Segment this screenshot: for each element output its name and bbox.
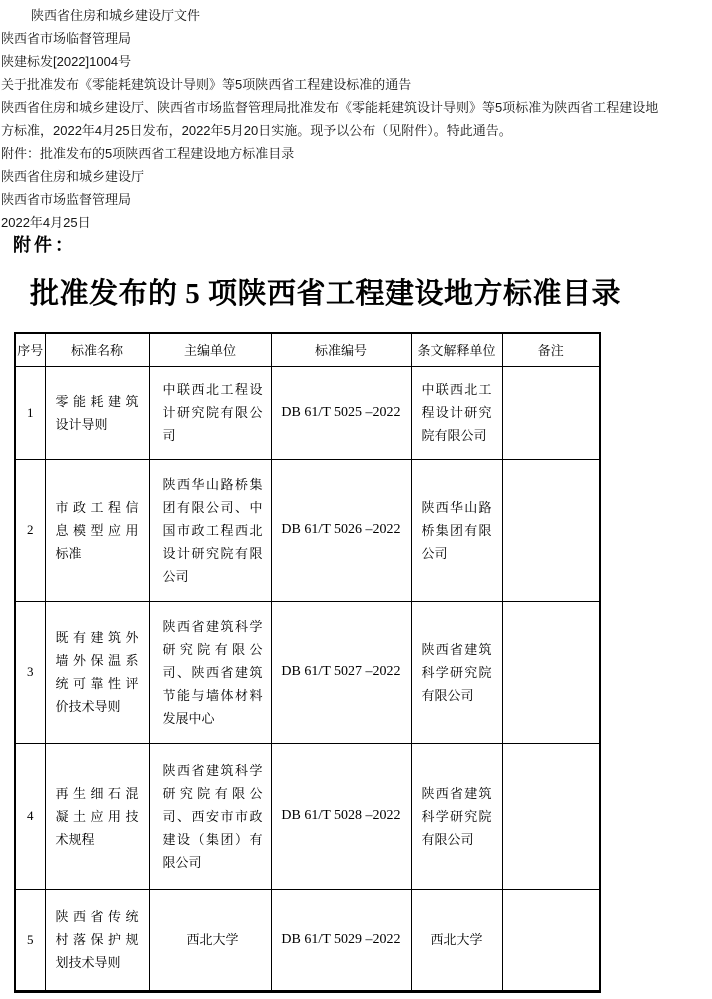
standard-code: DB 61/T 5025 –2022: [271, 366, 411, 459]
chief-editor-unit-line: 司、西安市市政: [162, 808, 263, 824]
standard-name-line: 划技术导则: [55, 955, 121, 970]
standard-name-line: 陕西省传统: [55, 909, 139, 924]
table-head: [15, 333, 600, 366]
standard-name-line: 设计导则: [55, 416, 108, 432]
standard-name-lines: [46, 390, 149, 436]
table-row: [15, 743, 600, 889]
interpretation-unit-lines: [412, 782, 502, 851]
chief-editor-unit-line: 设计研究院有限: [162, 545, 263, 561]
chief-editor-unit-line: 司: [162, 428, 176, 443]
standard-name-lines: [46, 496, 149, 565]
chief-editor-unit-line: 陕西华山路桥集: [162, 476, 263, 492]
interpretation-unit-lines: [412, 638, 502, 707]
standard-name-line: 统可靠性评: [55, 676, 139, 691]
chief-editor-unit-lines: [150, 615, 271, 730]
standard-name-line: 村落保护规: [55, 932, 139, 947]
row-number: 2: [15, 459, 45, 601]
header-line: 陕西省市场监督管理局: [1, 192, 132, 207]
interpretation-unit-line: 陕西省建筑: [421, 785, 492, 801]
table-row: [15, 366, 600, 459]
standard-name-line: 墙外保温系: [55, 653, 139, 668]
interpretation-unit: [411, 601, 502, 743]
standard-code: DB 61/T 5028 –2022: [271, 743, 411, 889]
standard-name: [45, 743, 149, 889]
standard-name-line: 既有建筑外: [55, 630, 139, 645]
chief-editor-unit-lines: [150, 473, 271, 588]
column-header: 序号: [15, 333, 45, 366]
chief-editor-unit-line: 研究院有限公: [162, 641, 263, 657]
interpretation-unit-line: 陕西省建筑: [421, 641, 492, 657]
chief-editor-unit: [149, 459, 271, 601]
column-header: 标准编号: [271, 333, 411, 366]
standards-table: [14, 332, 601, 993]
chief-editor-unit: [149, 889, 271, 991]
column-header: 备注: [502, 333, 600, 366]
interpretation-unit-line: 科学研究院: [421, 808, 492, 824]
standard-name-line: 标准: [55, 545, 82, 561]
table-row: [15, 601, 600, 743]
standard-name-line: 再生细石混: [55, 785, 139, 801]
chief-editor-unit-line: 限公司: [162, 854, 202, 870]
standard-name: [45, 601, 149, 743]
standard-name: [45, 459, 149, 601]
standard-name-lines: [46, 626, 149, 718]
interpretation-unit-line: 桥集团有限: [421, 522, 492, 538]
row-number: 5: [15, 889, 45, 991]
standard-name-line: 市政工程信: [55, 499, 139, 515]
interpretation-unit-line: 中联西北工: [421, 382, 492, 397]
chief-editor-unit-line: 研究院有限公: [162, 785, 263, 801]
row-number: 1: [15, 366, 45, 459]
attachment-heading: 附件：: [13, 235, 76, 255]
standard-name-line: 息模型应用: [55, 522, 139, 538]
interpretation-unit: [411, 743, 502, 889]
standard-name-lines: [46, 905, 149, 974]
interpretation-unit: [411, 366, 502, 459]
standard-name-line: 零能耗建筑: [55, 393, 139, 409]
header-line: 陕西省市场临督管理局: [1, 31, 132, 46]
remark: [502, 366, 600, 459]
remark: [502, 601, 600, 743]
interpretation-unit-lines: [412, 378, 502, 447]
interpretation-unit-line: 西北大学: [430, 932, 483, 947]
chief-editor-unit-line: 公司: [162, 568, 189, 584]
interpretation-unit-line: 公司: [421, 545, 448, 561]
chief-editor-unit-line: 国市政工程西北: [162, 522, 263, 538]
interpretation-unit-line: 陕西华山路: [421, 499, 492, 515]
chief-editor-unit-line: 西北大学: [186, 932, 239, 947]
header-line: 陕西省住房和城乡建设厅: [1, 169, 145, 184]
remark: [502, 743, 600, 889]
chief-editor-unit: [149, 366, 271, 459]
chief-editor-unit: [149, 601, 271, 743]
table-row: [15, 459, 600, 601]
interpretation-unit: [411, 889, 502, 991]
column-header: 主编单位: [149, 333, 271, 366]
chief-editor-unit-lines: [150, 928, 271, 951]
interpretation-unit-lines: [412, 496, 502, 565]
chief-editor-unit-line: 陕西省建筑科学: [162, 618, 263, 634]
standard-code: DB 61/T 5029 –2022: [271, 889, 411, 991]
column-header: 标准名称: [45, 333, 149, 366]
document-header: [0, 0, 712, 234]
standard-code: DB 61/T 5026 –2022: [271, 459, 411, 601]
interpretation-unit: [411, 459, 502, 601]
interpretation-unit-line: 有限公司: [421, 831, 474, 847]
interpretation-unit-line: 有限公司: [421, 687, 474, 703]
interpretation-unit-line: 程设计研究: [421, 405, 492, 420]
header-line: 方标准，2022年4月25日发布，2022年5月20日实施。现予以公布（见附件）。特此通告。: [1, 123, 512, 138]
remark: [502, 889, 600, 991]
header-line: 附件：批准发布的5项陕西省工程建设地方标准目录: [1, 146, 295, 161]
chief-editor-unit-lines: [150, 378, 271, 447]
interpretation-unit-line: 科学研究院: [421, 664, 492, 680]
standard-name-line: 价技术导则: [55, 699, 121, 714]
row-number: 3: [15, 601, 45, 743]
table-body: [15, 366, 600, 991]
table-header-row: [15, 333, 600, 366]
remark: [502, 459, 600, 601]
chief-editor-unit-line: 建设（集团）有: [162, 831, 263, 847]
header-line: 关于批准发布《零能耗建筑设计导则》等5项陕西省工程建设标准的通告: [1, 77, 412, 92]
chief-editor-unit-line: 发展中心: [162, 710, 215, 726]
chief-editor-unit: [149, 743, 271, 889]
chief-editor-unit-line: 司、陕西省建筑: [162, 664, 263, 680]
standard-name: [45, 366, 149, 459]
interpretation-unit-lines: [412, 928, 502, 951]
table-row: [15, 889, 600, 991]
standard-name: [45, 889, 149, 991]
row-number: 4: [15, 743, 45, 889]
header-line: 陕建标发[2022]1004号: [1, 54, 132, 69]
header-line: 陕西省住房和城乡建设厅、陕西省市场监督管理局批准发布《零能耗建筑设计导则》等5项标准为陕西省工程建设地: [1, 100, 659, 115]
chief-editor-unit-line: 团有限公司、中: [162, 499, 263, 515]
chief-editor-unit-lines: [150, 759, 271, 874]
chief-editor-unit-line: 节能与墙体材料: [162, 687, 263, 703]
chief-editor-unit-line: 中联西北工程设: [162, 382, 263, 397]
standard-name-lines: [46, 782, 149, 851]
header-line: 陕西省住房和城乡建设厅文件: [31, 8, 201, 23]
header-line: 2022年4月25日: [1, 215, 91, 230]
standard-name-line: 凝土应用技: [55, 808, 139, 824]
standard-code: DB 61/T 5027 –2022: [271, 601, 411, 743]
chief-editor-unit-line: 计研究院有限公: [162, 405, 263, 420]
standard-name-line: 术规程: [55, 831, 95, 847]
chief-editor-unit-line: 陕西省建筑科学: [162, 762, 263, 778]
table-title: 批准发布的 5 项陕西省工程建设地方标准目录: [30, 278, 622, 310]
column-header: 条文解释单位: [411, 333, 502, 366]
interpretation-unit-line: 院有限公司: [421, 428, 487, 443]
